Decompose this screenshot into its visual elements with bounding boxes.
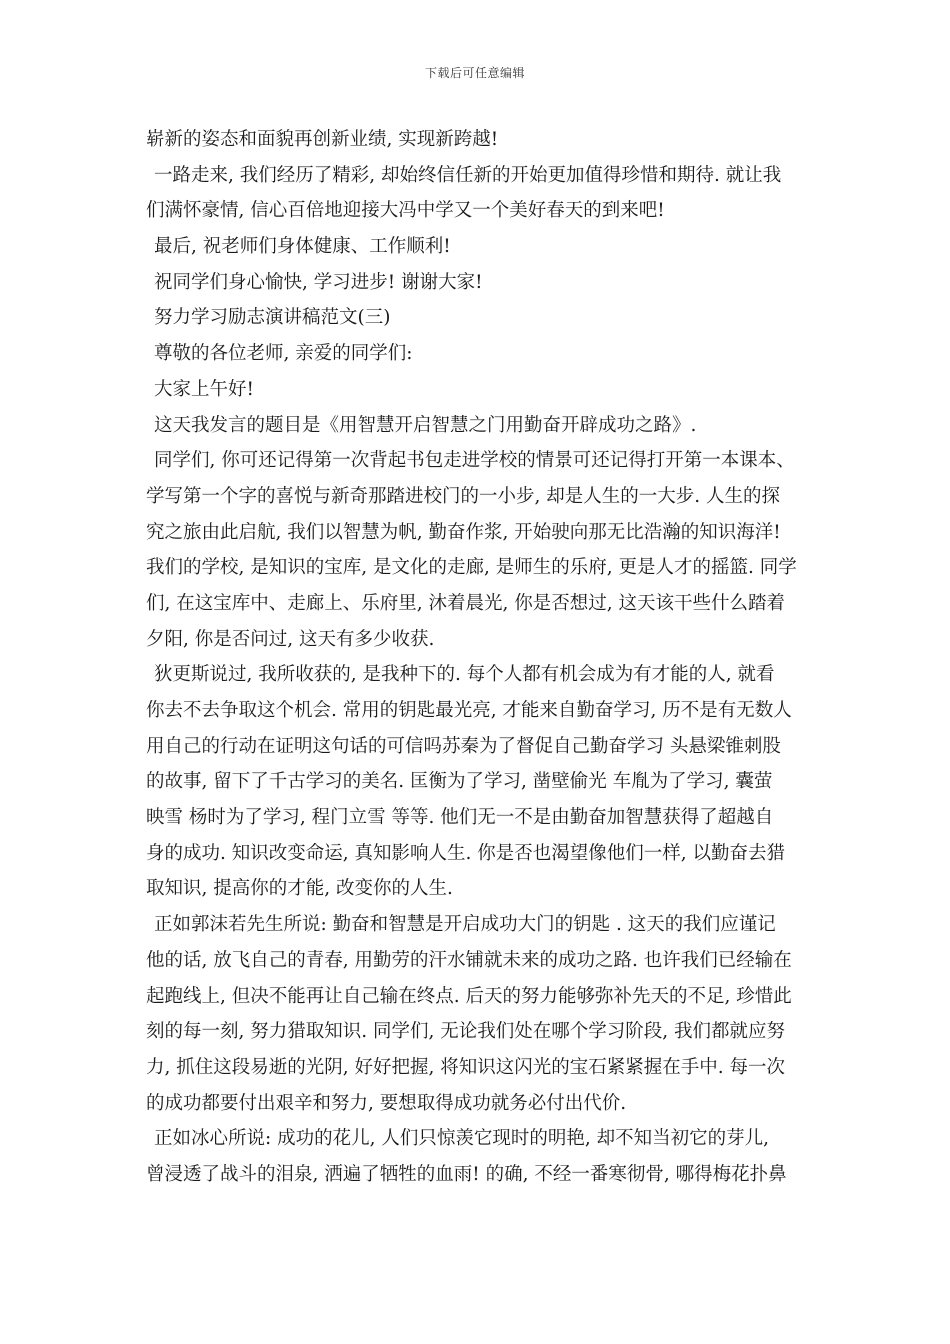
text-line: 一路走来, 我们经历了精彩, 却始终信任新的开始更加值得珍惜和期待. 就让我 [154,164,782,186]
text-line: 祝同学们身心愉快, 学习进步! 谢谢大家! [154,271,483,293]
text-line: 曾浸透了战斗的泪泉, 洒遍了牺牲的血雨! 的确, 不经一番寒彻骨, 哪得梅花扑鼻 [146,1163,787,1185]
text-line: 正如冰心所说: 成功的花儿, 人们只惊羡它现时的明艳, 却不知当初它的芽儿, [154,1128,770,1150]
text-line: 同学们, 你可还记得第一次背起书包走进学校的情景可还记得打开第一本课本、 [154,450,795,472]
text-line: 狄更斯说过, 我所收获的, 是我种下的. 每个人都有机会成为有才能的人, 就看 [154,664,775,686]
text-line: 究之旅由此启航, 我们以智慧为帆, 勤奋作浆, 开始驶向那无比浩瀚的知识海洋! [146,521,781,543]
text-line: 崭新的姿态和面貌再创新业绩, 实现新跨越! [146,129,499,150]
text-line: 们, 在这宝库中、走廊上、乐府里, 沐着晨光, 你是否想过, 这天该干些什么踏着 [146,592,786,614]
text-line: 映雪 杨时为了学习, 程门立雪 等等. 他们无一不是由勤奋加智慧获得了超越自 [146,807,774,829]
document-body [146,122,836,1193]
text-line: 正如郭沫若先生所说: 勤奋和智慧是开启成功大门的钥匙 . 这天的我们应谨记 [154,914,776,936]
text-line: 他的话, 放飞自己的青春, 用勤劳的汗水铺就未来的成功之路. 也许我们已经输在 [146,949,792,971]
text-line: 的成功都要付出艰辛和努力, 要想取得成功就务必付出代价. [146,1092,627,1114]
page-header: 下载后可任意编辑 [424,66,525,80]
text-line: 大家上午好! [154,378,254,400]
text-line: 们满怀豪情, 信心百倍地迎接大冯中学又一个美好春天的到来吧! [146,200,665,222]
text-line: 尊敬的各位老师, 亲爱的同学们: [154,343,413,365]
text-line: 夕阳, 你是否问过, 这天有多少收获. [146,628,435,650]
text-line: 刻的每一刻, 努力猎取知识. 同学们, 无论我们处在哪个学习阶段, 我们都就应努 [146,1021,786,1043]
text-line: 学写第一个字的喜悦与新奇那踏进校门的一小步, 却是人生的一大步. 人生的探 [146,485,781,507]
text-line: 的故事, 留下了千古学习的美名. 匡衡为了学习, 凿壁偷光 车胤为了学习, 囊萤 [146,771,773,793]
text-line: 身的成功. 知识改变命运, 真知影响人生. 你是否也渴望像他们一样, 以勤奋去猎 [146,842,786,864]
text-line: 这天我发言的题目是《用智慧开启智慧之门用勤奋开辟成功之路》. [154,414,697,436]
text-line: 力, 抓住这段易逝的光阴, 好好把握, 将知识这闪光的宝石紧紧握在手中. 每一次 [146,1056,786,1078]
text-line: 努力学习励志演讲稿范文(三) [154,307,391,329]
text-line: 取知识, 提高你的才能, 改变你的人生. [146,878,453,900]
text-line: 用自己的行动在证明这句话的可信吗苏秦为了督促自己勤奋学习 头悬梁锥刺股 [146,735,781,757]
text-line: 最后, 祝老师们身体健康、工作顺利! [154,236,451,258]
text-line: 我们的学校, 是知识的宝库, 是文化的走廊, 是师生的乐府, 更是人才的摇篮. 同学 [146,557,797,579]
text-line: 起跑线上, 但决不能再让自己输在终点. 后天的努力能够弥补先天的不足, 珍惜此 [146,985,792,1007]
text-line: 你去不去争取这个机会. 常用的钥匙最光亮, 才能来自勤奋学习, 历不是有无数人 [146,700,792,721]
